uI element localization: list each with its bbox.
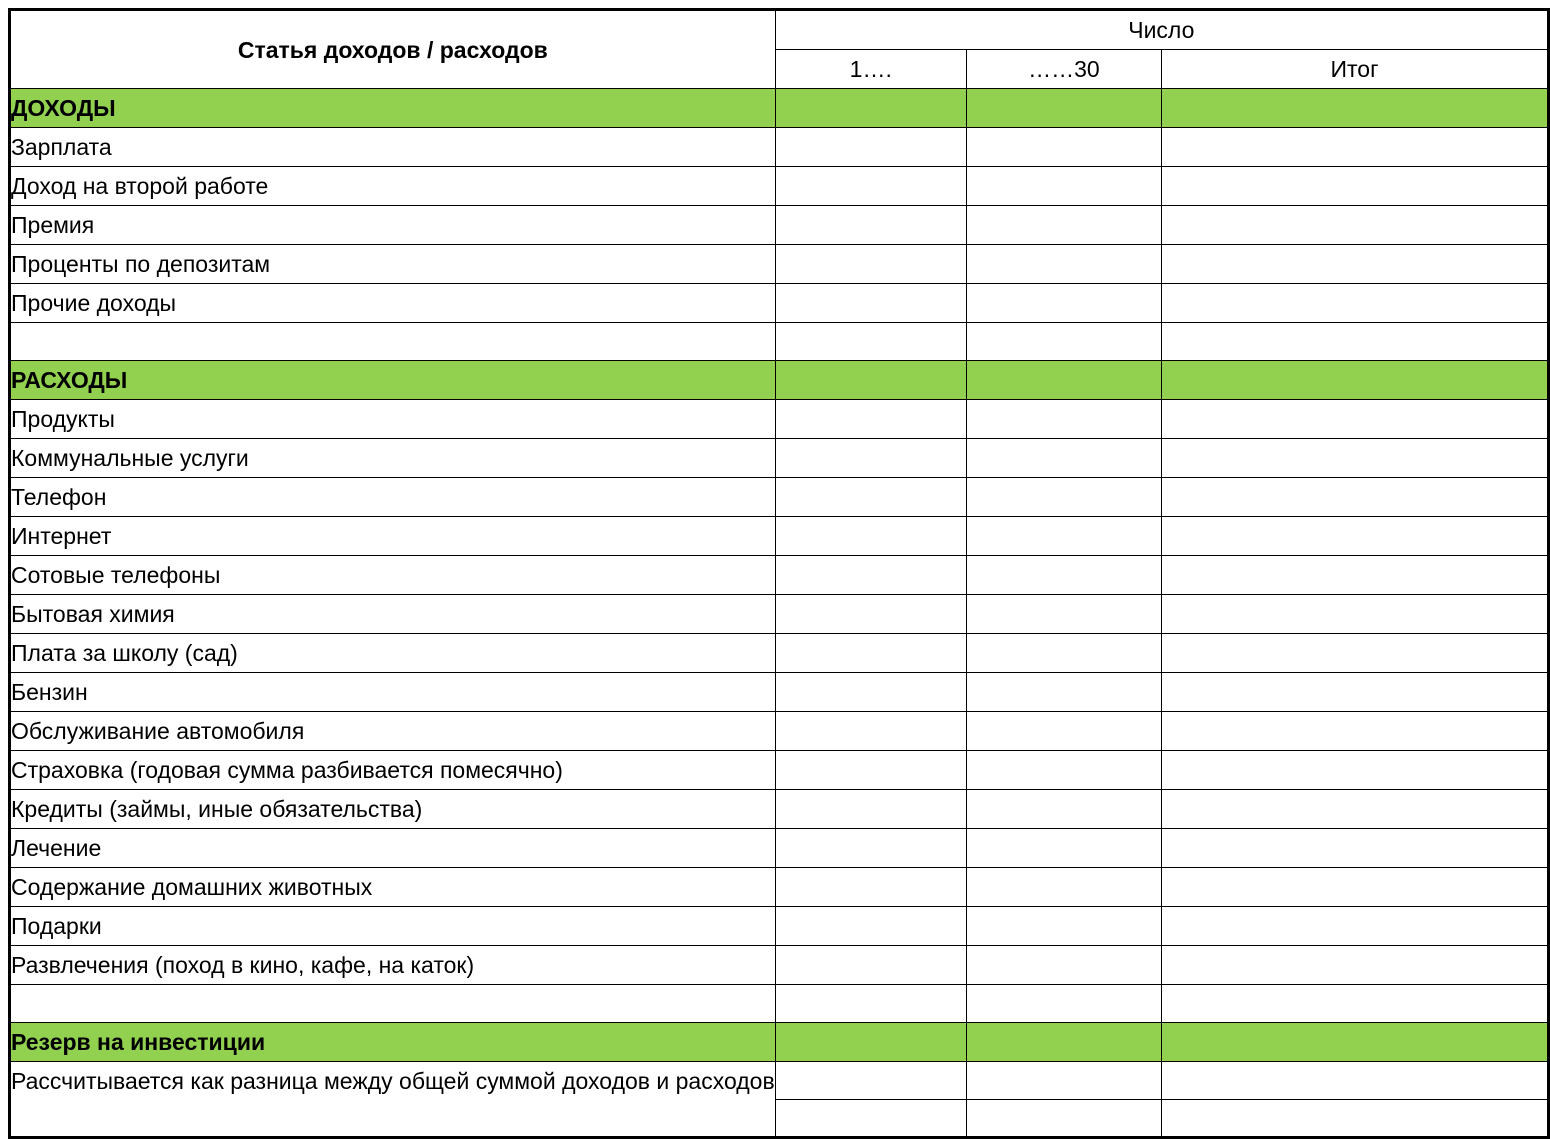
cell-day-first[interactable]: [775, 361, 966, 400]
cell-total[interactable]: [1161, 829, 1548, 868]
cell-day-last[interactable]: [966, 206, 1161, 245]
table-row: [10, 751, 1549, 790]
cell-total[interactable]: [1161, 712, 1548, 751]
column-day-first: 1….: [775, 50, 966, 89]
cell-day-first[interactable]: [775, 556, 966, 595]
row-label: [10, 323, 776, 361]
cell-day-first[interactable]: [775, 946, 966, 985]
cell-day-first[interactable]: [775, 128, 966, 167]
cell-day-first[interactable]: [775, 907, 966, 946]
cell-total[interactable]: [1161, 985, 1548, 1023]
table-row: [10, 634, 1549, 673]
cell-day-last[interactable]: [966, 751, 1161, 790]
column-day-last: ……30: [966, 50, 1161, 89]
table-row: [10, 790, 1549, 829]
cell-total[interactable]: [1161, 323, 1548, 361]
row-label: Сотовые телефоны: [10, 556, 776, 595]
cell-day-last[interactable]: [966, 1100, 1161, 1138]
cell-day-last[interactable]: [966, 790, 1161, 829]
row-label: Доход на второй работе: [10, 167, 776, 206]
cell-day-first[interactable]: [775, 595, 966, 634]
cell-total[interactable]: [1161, 439, 1548, 478]
table-title: Статья доходов / расходов: [10, 10, 776, 89]
table-row: [10, 712, 1549, 751]
section-title: Резерв на инвестиции: [10, 1023, 776, 1062]
cell-day-last[interactable]: [966, 167, 1161, 206]
table-row: [10, 946, 1549, 985]
cell-day-first[interactable]: [775, 206, 966, 245]
cell-day-last[interactable]: [966, 712, 1161, 751]
cell-total[interactable]: [1161, 517, 1548, 556]
cell-day-last[interactable]: [966, 89, 1161, 128]
row-label: Бытовая химия: [10, 595, 776, 634]
table-row: [10, 868, 1549, 907]
cell-day-first[interactable]: [775, 517, 966, 556]
cell-day-last[interactable]: [966, 634, 1161, 673]
cell-day-first[interactable]: [775, 89, 966, 128]
header-row-1: [10, 10, 1549, 50]
cell-day-first[interactable]: [775, 751, 966, 790]
cell-day-last[interactable]: [966, 556, 1161, 595]
budget-table: [8, 8, 1550, 1139]
cell-total[interactable]: [1161, 634, 1548, 673]
row-label: [10, 985, 776, 1023]
cell-day-first[interactable]: [775, 1062, 966, 1100]
cell-day-first[interactable]: [775, 790, 966, 829]
cell-total[interactable]: [1161, 673, 1548, 712]
cell-day-last[interactable]: [966, 400, 1161, 439]
section-header-row: [10, 89, 1549, 128]
row-label: Развлечения (поход в кино, кафе, на каток): [10, 946, 776, 985]
table-row: [10, 478, 1549, 517]
table-row: [10, 400, 1549, 439]
table-row: [10, 985, 1549, 1023]
table-row: [10, 167, 1549, 206]
cell-day-last[interactable]: [966, 284, 1161, 323]
table-row: [10, 907, 1549, 946]
cell-day-last[interactable]: [966, 595, 1161, 634]
cell-day-first[interactable]: [775, 323, 966, 361]
cell-day-last[interactable]: [966, 128, 1161, 167]
row-label: Интернет: [10, 517, 776, 556]
row-label: Содержание домашних животных: [10, 868, 776, 907]
section-title: ДОХОДЫ: [10, 89, 776, 128]
cell-day-first[interactable]: [775, 634, 966, 673]
cell-total[interactable]: [1161, 206, 1548, 245]
cell-day-first[interactable]: [775, 478, 966, 517]
cell-total[interactable]: [1161, 1100, 1548, 1138]
cell-total[interactable]: [1161, 400, 1548, 439]
cell-day-first[interactable]: [775, 1023, 966, 1062]
table-row: [10, 1062, 1549, 1100]
column-total: Итог: [1161, 50, 1548, 89]
cell-total[interactable]: [1161, 284, 1548, 323]
cell-day-first[interactable]: [775, 284, 966, 323]
cell-day-first[interactable]: [775, 985, 966, 1023]
cell-total[interactable]: [1161, 868, 1548, 907]
date-group-header: Число: [775, 10, 1548, 50]
cell-day-last[interactable]: [966, 868, 1161, 907]
table-row: [10, 829, 1549, 868]
cell-total[interactable]: [1161, 556, 1548, 595]
cell-day-last[interactable]: [966, 985, 1161, 1023]
row-label: Бензин: [10, 673, 776, 712]
row-label: Прочие доходы: [10, 284, 776, 323]
reserve-note: Рассчитывается как разница между общей суммой доходов и расходов: [10, 1062, 776, 1138]
cell-day-first[interactable]: [775, 673, 966, 712]
row-label: Проценты по депозитам: [10, 245, 776, 284]
row-label: Телефон: [10, 478, 776, 517]
section-header-row: [10, 361, 1549, 400]
cell-total[interactable]: [1161, 1062, 1548, 1100]
table-row: [10, 323, 1549, 361]
cell-day-first[interactable]: [775, 167, 966, 206]
cell-total[interactable]: [1161, 907, 1548, 946]
table-row: [10, 595, 1549, 634]
cell-total[interactable]: [1161, 167, 1548, 206]
row-label: Подарки: [10, 907, 776, 946]
cell-day-first[interactable]: [775, 400, 966, 439]
row-label: Страховка (годовая сумма разбивается помесячно): [10, 751, 776, 790]
row-label: Плата за школу (сад): [10, 634, 776, 673]
cell-total[interactable]: [1161, 245, 1548, 284]
cell-day-first[interactable]: [775, 1100, 966, 1138]
cell-total[interactable]: [1161, 751, 1548, 790]
table-row: [10, 517, 1549, 556]
cell-day-first[interactable]: [775, 829, 966, 868]
cell-total[interactable]: [1161, 89, 1548, 128]
row-label: Лечение: [10, 829, 776, 868]
table-row: [10, 439, 1549, 478]
table-row: [10, 284, 1549, 323]
cell-total[interactable]: [1161, 478, 1548, 517]
cell-day-last[interactable]: [966, 517, 1161, 556]
row-label: Премия: [10, 206, 776, 245]
cell-total[interactable]: [1161, 790, 1548, 829]
table-row: [10, 245, 1549, 284]
section-title: РАСХОДЫ: [10, 361, 776, 400]
table-row: [10, 128, 1549, 167]
cell-day-last[interactable]: [966, 245, 1161, 284]
cell-total[interactable]: [1161, 128, 1548, 167]
cell-day-last[interactable]: [966, 361, 1161, 400]
row-label: Зарплата: [10, 128, 776, 167]
cell-total[interactable]: [1161, 595, 1548, 634]
cell-day-first[interactable]: [775, 245, 966, 284]
cell-day-last[interactable]: [966, 673, 1161, 712]
cell-total[interactable]: [1161, 1023, 1548, 1062]
cell-day-last[interactable]: [966, 439, 1161, 478]
cell-day-last[interactable]: [966, 907, 1161, 946]
row-label: Обслуживание автомобиля: [10, 712, 776, 751]
table-row: [10, 556, 1549, 595]
cell-day-first[interactable]: [775, 868, 966, 907]
cell-day-last[interactable]: [966, 829, 1161, 868]
section-header-row: [10, 1023, 1549, 1062]
table-row: [10, 206, 1549, 245]
cell-day-last[interactable]: [966, 1062, 1161, 1100]
row-label: Продукты: [10, 400, 776, 439]
cell-day-last[interactable]: [966, 323, 1161, 361]
cell-day-last[interactable]: [966, 946, 1161, 985]
table-row: [10, 673, 1549, 712]
cell-day-last[interactable]: [966, 1023, 1161, 1062]
cell-total[interactable]: [1161, 361, 1548, 400]
row-label: Коммунальные услуги: [10, 439, 776, 478]
row-label: Кредиты (займы, иные обязательства): [10, 790, 776, 829]
cell-day-first[interactable]: [775, 439, 966, 478]
cell-day-last[interactable]: [966, 478, 1161, 517]
cell-total[interactable]: [1161, 946, 1548, 985]
cell-day-first[interactable]: [775, 712, 966, 751]
